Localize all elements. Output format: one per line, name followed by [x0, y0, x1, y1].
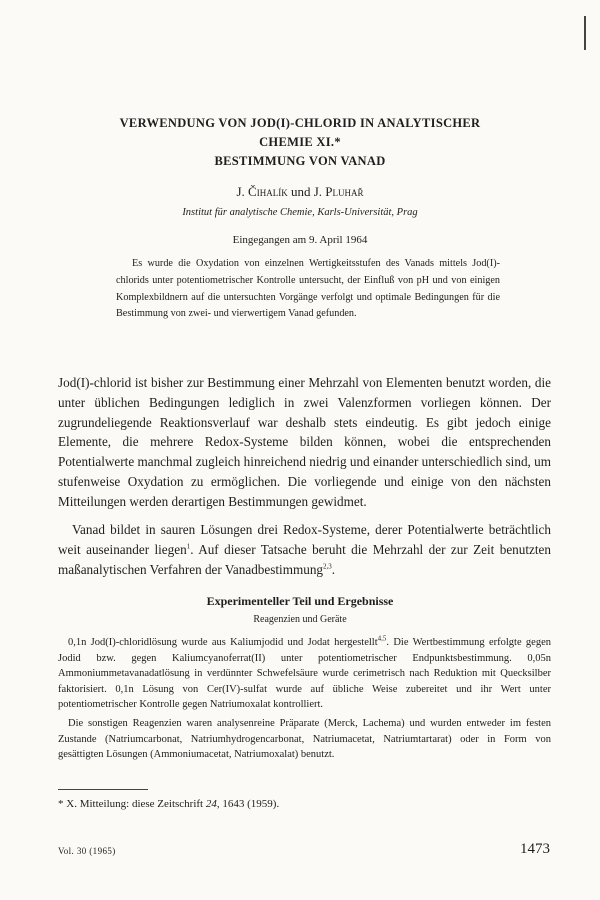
reference-marker: 4,5 — [377, 634, 387, 643]
author-1-surname: Čihalík — [248, 184, 288, 199]
article-title-line-1: VERWENDUNG VON JOD(I)-CHLORID IN ANALYTISCHER — [119, 116, 481, 130]
article-title-line-2: CHEMIE XI.* — [259, 135, 341, 149]
reagents-paragraph-2: Die sonstigen Reagenzien waren analysenreine Präparate (Merck, Lachema) und wurden entweder im festen Zustande (Natriumcarbonat, Natriumhydrogencarbonat, Natriumacetat, Natriumtartarat) oder in Form von gesättigten Lösungen (Ammoniumacetat, Natriumoxalat) benutzt. — [58, 718, 551, 761]
author-1-initial: J. — [236, 184, 249, 199]
intro-paragraph-1: Jod(I)-chlorid ist bisher zur Bestimmung einer Mehrzahl von Elementen benutzt worden, die unter üblichen Bedingungen lediglich in zwei Valenzformen vorliegen können. Der zugrundeliegende Reaktionsverlauf war deshalb stets eindeutig. Es gibt jedoch einige Elemente, die mehrere Redox-Systeme bilden können, wobei die entsprechenden Potentialwerte manchmal zugleich hinreichend niedrig und einander unterschiedlich sind, um stufenweise Oxydation zu ermöglichen. Die vorliegende und einige von den nächsten Mitteilungen werden derartigen Bestimmungen gewidmet. — [58, 375, 551, 509]
footnote-suffix: , 1643 (1959). — [216, 798, 280, 810]
reference-marker: 2,3 — [323, 562, 332, 571]
author-2-surname: Pluhař — [325, 184, 364, 199]
reagents-p1-text: 0,1n Jod(I)-chloridlösung wurde aus Kaliumjodid und Jodat hergestellt — [68, 637, 378, 648]
intro-p2-text: Vanad bildet in sauren Lösungen drei Redox-Systeme, derer Potentialwerte beträchtlich weit auseinander liegen — [58, 522, 551, 557]
reagents-paragraph-1 — [58, 635, 551, 713]
scan-edge-mark — [584, 16, 586, 50]
page-number: 1473 — [520, 841, 550, 857]
intro-p2-end: . — [331, 561, 336, 577]
reagents-p1-text-2: . Die Wertbestimmung erfolgte gegen Jodid bzw. gegen Kaliumcyanoferrat(II) unter potentiometrischer Endpunktsbestimmung. 0,05n Ammoniummetavanadatlösung in verdünnter Schwefelsäure wurde cerimetrisch nach Reduktion mit Quecksilber faktorisiert. 0,1n Lösung von Cer(IV)-sulfat wurde auf übliche Weise zubereitet und ihr Wert unter potentiometrischer Kontrolle gegen Natriumoxalat kontrolliert. — [58, 637, 552, 711]
footnote — [58, 798, 279, 810]
reference-marker: 1 — [186, 542, 191, 551]
section-heading: Experimenteller Teil und Ergebnisse — [206, 594, 394, 608]
author-conjunction: und J. — [287, 184, 326, 199]
institute-affiliation: Institut für analytische Chemie, Karls-Universität, Prag — [182, 207, 418, 218]
footnote-prefix: * X. Mitteilung: diese Zeitschrift — [58, 798, 206, 810]
footnote-volume: 24 — [205, 798, 217, 810]
intro-paragraph-2 — [58, 520, 551, 579]
article-title-line-3: BESTIMMUNG VON VANAD — [214, 154, 386, 168]
intro-p2-text-2: . Auf dieser Tatsache beruht die Mehrzahl der zur Zeit benutzten maßanalytischen Verfahren der Vanadbestimmung — [58, 541, 551, 577]
footnote-rule — [58, 789, 148, 790]
journal-volume: Vol. 30 (1965) — [58, 846, 116, 856]
subsection-heading: Reagenzien und Geräte — [253, 614, 347, 625]
abstract: Es wurde die Oxydation von einzelnen Wertigkeitsstufen des Vanads mittels Jod(I)-chlorids unter potentiometrischer Kontrolle untersucht, der Einfluß von pH und von einigen Komplexbildnern auf die untersuchten Vorgänge verfolgt und optimale Bedingungen für die Bestimmung von zwei- und vierwertigem Vanad gefunden. — [116, 258, 500, 320]
authors — [60, 184, 540, 200]
received-date: Eingegangen am 9. April 1964 — [232, 234, 368, 246]
